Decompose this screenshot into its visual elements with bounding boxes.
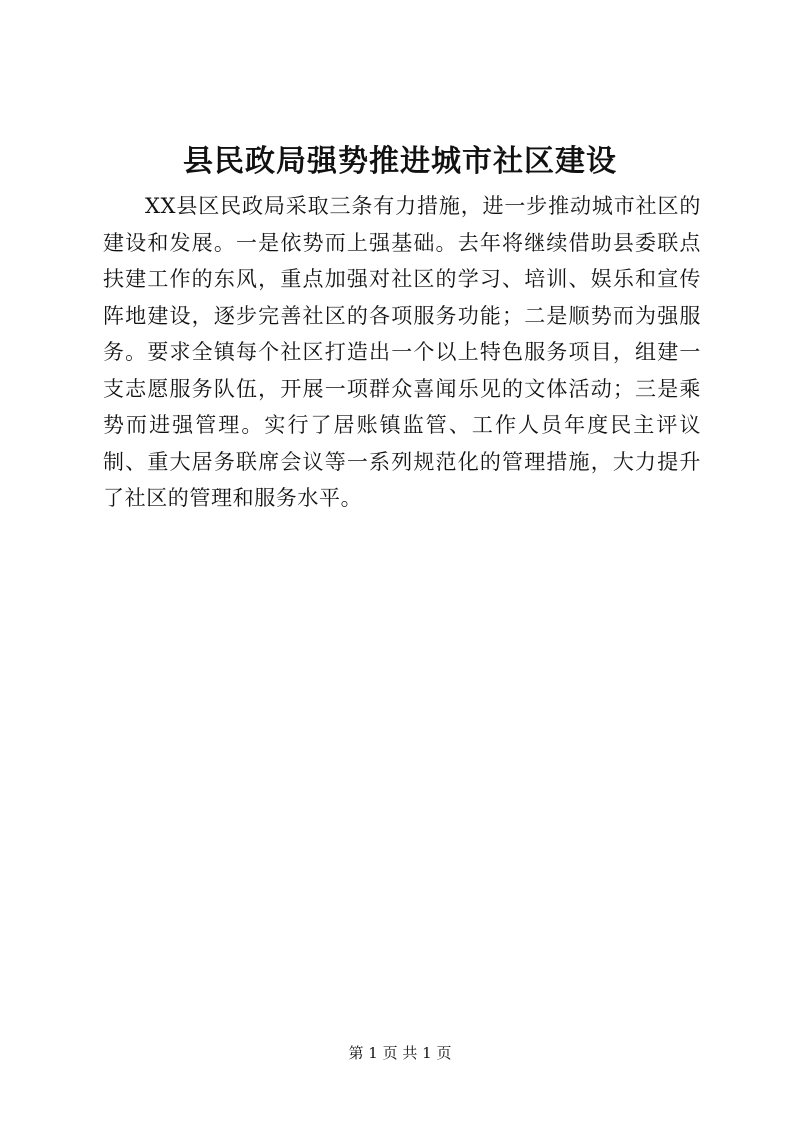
- body-paragraph: XX县区民政局采取三条有力措施，进一步推动城市社区的建设和发展。一是依势而上强基础。去年将继续借助县委联点扶建工作的东风，重点加强对社区的学习、培训、娱乐和宣传阵地建设，逐步完善社区的各项服务功能；二是顺势而为强服务。要求全镇每个社区打造出一个以上特色服务项目，组建一支志愿服务队伍，开展一项群众喜闻乐见的文体活动；三是乘势而进强管理。实行了居账镇监管、工作人员年度民主评议制、重大居务联席会议等一系列规范化的管理措施，大力提升了社区的管理和服务水平。: [103, 194, 701, 510]
- document-title: 县民政局强势推进城市社区建设: [183, 144, 617, 179]
- page-footer: 第 1 页 共 1 页: [348, 1044, 452, 1062]
